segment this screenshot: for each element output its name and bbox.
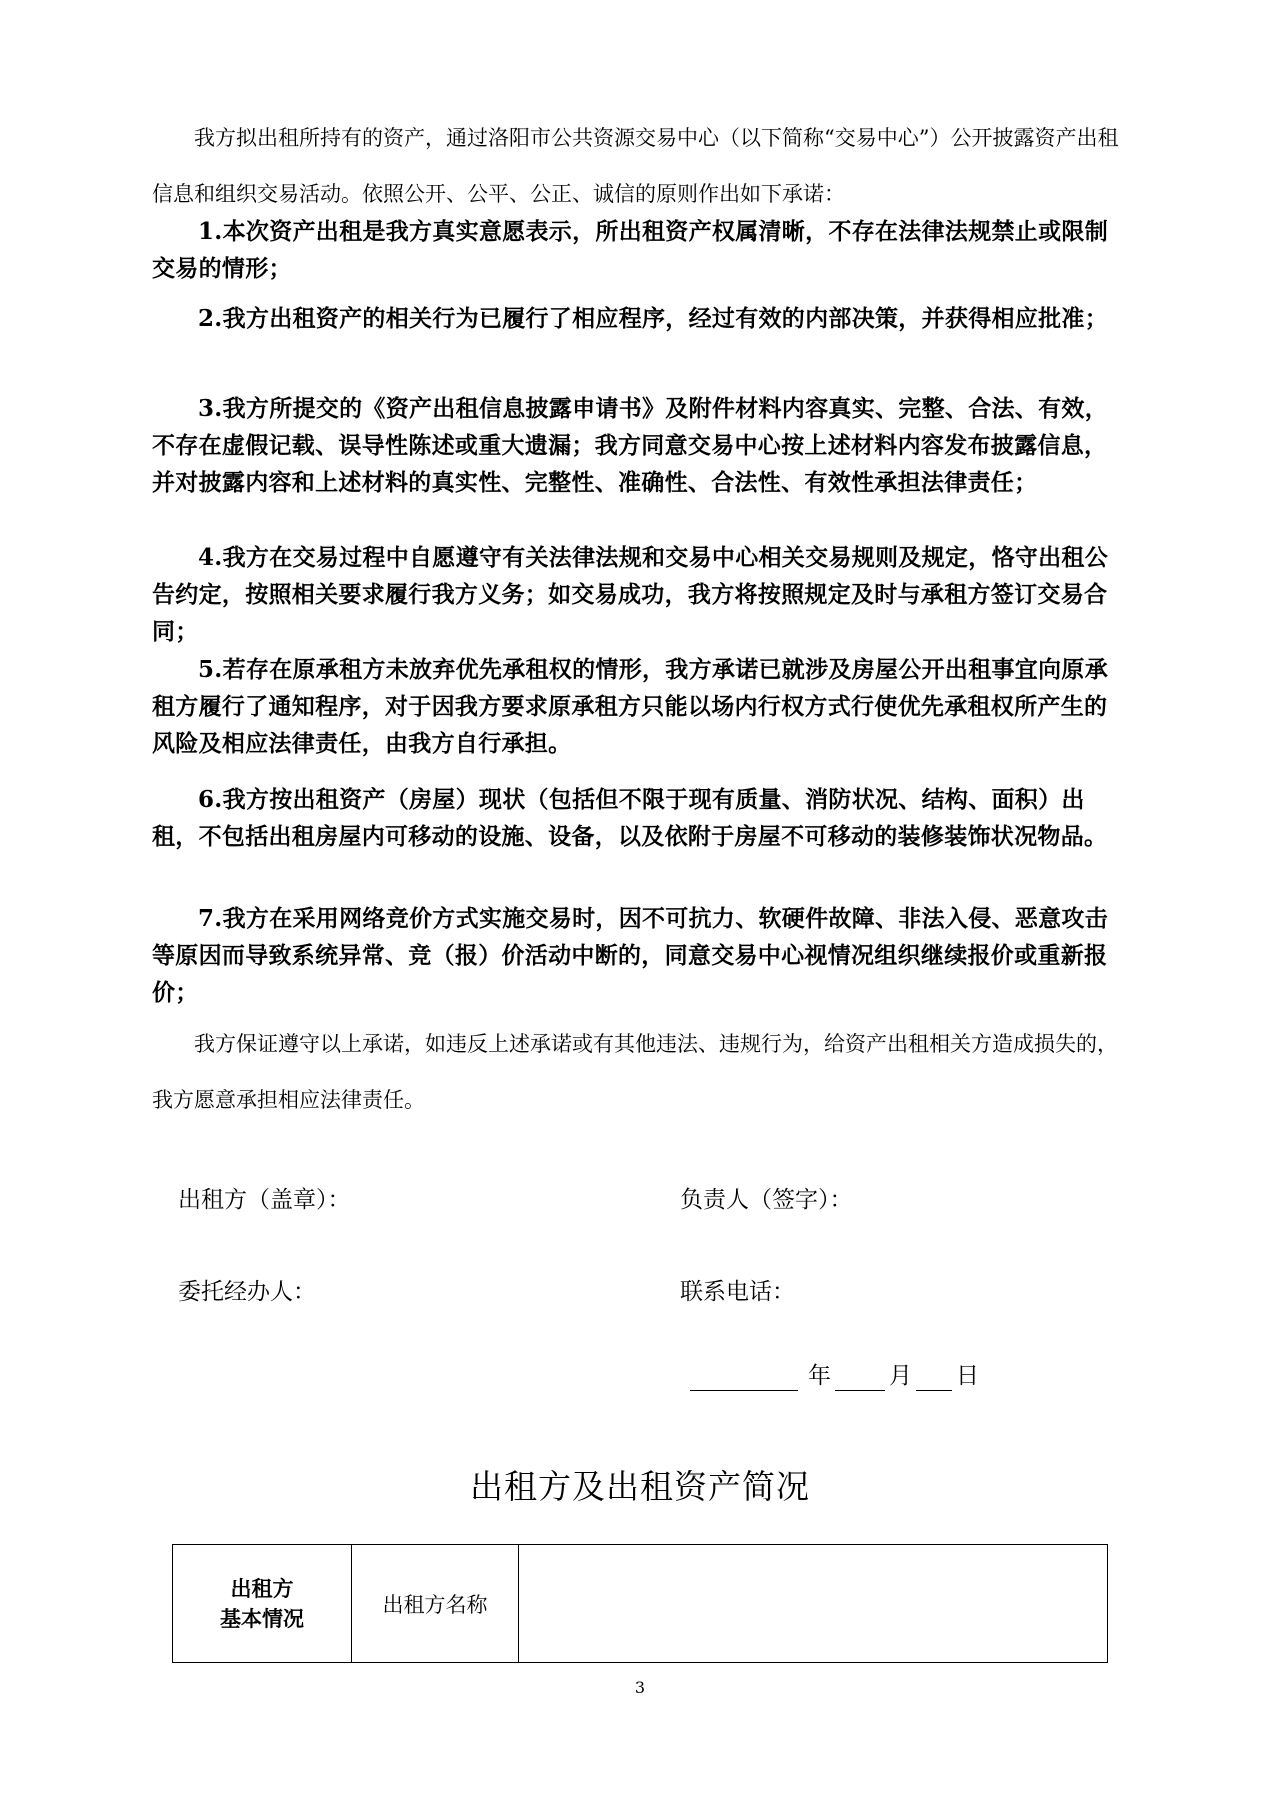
clause-2: 2.我方出租资产的相关行为已履行了相应程序，经过有效的内部决策，并获得相应批准； xyxy=(198,305,1109,332)
page-number: 3 xyxy=(634,1678,646,1697)
month-label: 月 xyxy=(889,1363,912,1389)
lessor-name-value-cell xyxy=(519,1545,1108,1663)
category-line-1: 出租方 xyxy=(230,1575,294,1601)
category-line-2: 基本情况 xyxy=(220,1605,304,1631)
section-title: 出租方及出租资产简况 xyxy=(470,1467,810,1506)
category-cell xyxy=(173,1545,352,1663)
clause-4: 4.我方在交易过程中自愿遵守有关法律法规和交易中心相关交易规则及规定，恪守出租公告约定，按照相关要求履行我方义务；如交易成功，我方将按照规定及时与承租方签订交易合同； xyxy=(152,544,1109,645)
field-label-cell: 出租方名称 xyxy=(352,1545,519,1663)
agent-label: 委托经办人： xyxy=(178,1279,316,1305)
year-label: 年 xyxy=(808,1363,831,1389)
date-line xyxy=(690,1361,979,1391)
table-row xyxy=(173,1545,1108,1663)
month-blank xyxy=(835,1366,885,1391)
guarantee-paragraph: 我方保证遵守以上承诺，如违反上述承诺或有其他违法、违规行为，给资产出租相关方造成损失的，我方愿意承担相应法律责任。 xyxy=(152,1032,1118,1112)
clause-1: 1.本次资产出租是我方真实意愿表示，所出租资产权属清晰，不存在法律法规禁止或限制交易的情形； xyxy=(152,218,1109,282)
clause-3: 3.我方所提交的《资产出租信息披露申请书》及附件材料内容真实、完整、合法、有效，不存在虚假记载、误导性陈述或重大遗漏；我方同意交易中心按上述材料内容发布披露信息，并对披露内容和上述材料的真实性、完整性、准确性、合法性、有效性承担法律责任； xyxy=(152,395,1109,496)
responsible-sign-label: 负责人（签字）： xyxy=(680,1187,853,1213)
phone-label: 联系电话： xyxy=(680,1279,795,1305)
clause-5: 5.若存在原承租方未放弃优先承租权的情形，我方承诺已就涉及房屋公开出租事宜向原承租方履行了通知程序，对于因我方要求原承租方只能以场内行权方式行使优先承租权所产生的风险及相应法律责任，由我方自行承担。 xyxy=(152,656,1109,757)
lessor-seal-label: 出租方（盖章）： xyxy=(178,1187,351,1213)
clause-7: 7.我方在采用网络竞价方式实施交易时，因不可抗力、软硬件故障、非法入侵、恶意攻击等原因而导致系统异常、竞（报）价活动中断的，同意交易中心视情况组织继续报价或重新报价； xyxy=(152,905,1109,1006)
lessor-info-table xyxy=(172,1544,1108,1663)
day-label: 日 xyxy=(956,1363,979,1389)
clause-6: 6.我方按出租资产（房屋）现状（包括但不限于现有质量、消防状况、结构、面积）出租，不包括出租房屋内可移动的设施、设备，以及依附于房屋不可移动的装修装饰状况物品。 xyxy=(152,786,1108,850)
intro-paragraph: 我方拟出租所持有的资产，通过洛阳市公共资源交易中心（以下简称“交易中心”）公开披露资产出租信息和组织交易活动。依照公开、公平、公正、诚信的原则作出如下承诺： xyxy=(152,126,1119,206)
day-blank xyxy=(916,1366,952,1391)
year-blank xyxy=(690,1366,798,1391)
